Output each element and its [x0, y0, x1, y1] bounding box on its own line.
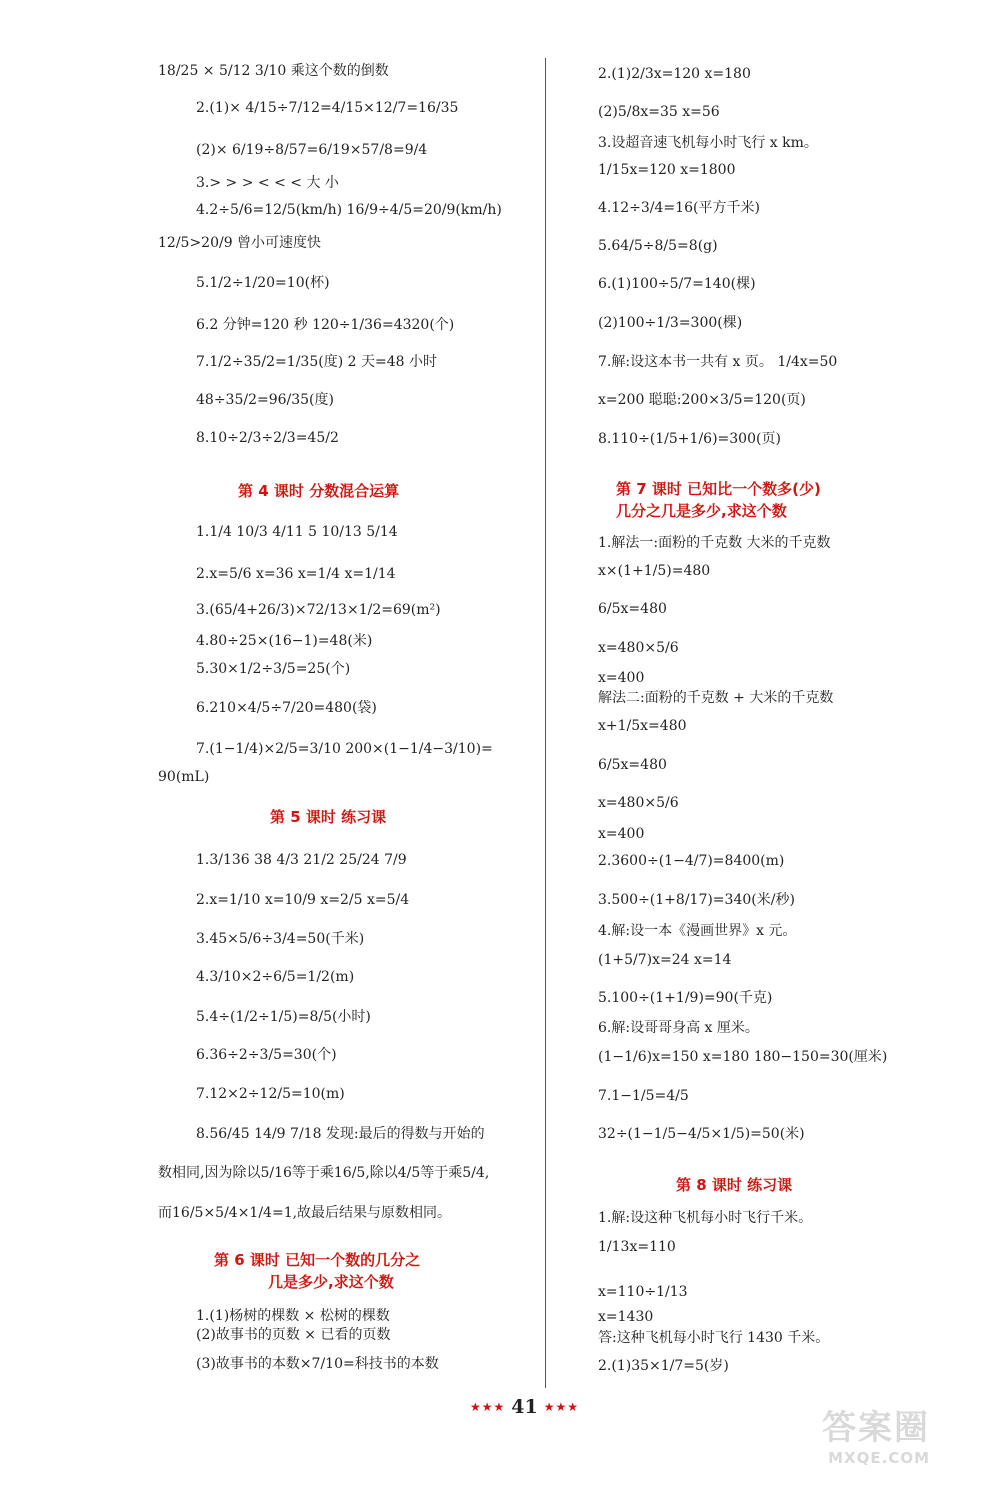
watermark — [822, 1400, 930, 1467]
answer-line: 2.x=1/10 x=10/9 x=2/5 x=5/4 — [196, 892, 410, 908]
answer-line: 7.1−1/5=4/5 — [598, 1088, 689, 1104]
answer-line: 7.1/2÷35/2=1/35(度) 2 天=48 小时 — [196, 354, 437, 370]
watermark-logo-text: 答案圈 — [822, 1408, 930, 1448]
answer-line: 48÷35/2=96/35(度) — [196, 392, 334, 408]
answer-line: 12/5>20/9 曾小可速度快 — [158, 235, 322, 251]
answer-line: 1/15x=120 x=1800 — [598, 162, 736, 178]
page-footer — [470, 1396, 579, 1418]
answer-line: 6/5x=480 — [598, 601, 667, 617]
answer-line: 32÷(1−1/5−4/5×1/5)=50(米) — [598, 1126, 805, 1142]
answer-line: 6.2 分钟=120 秒 120÷1/36=4320(个) — [196, 317, 455, 333]
answer-line: (1+5/7)x=24 x=14 — [598, 952, 732, 968]
section-heading: 第 5 课时 练习课 — [270, 808, 387, 826]
answer-line: 18/25 × 5/12 3/10 乘这个数的倒数 — [158, 63, 389, 79]
answer-line: x=200 聪聪:200×3/5=120(页) — [598, 392, 806, 408]
answer-line: (2)故事书的页数 × 已看的页数 — [196, 1327, 391, 1343]
answer-line: 90(mL) — [158, 769, 210, 785]
star-decoration-icon: ★★★ — [470, 1400, 506, 1414]
answer-line: 5.64/5÷8/5=8(g) — [598, 238, 718, 254]
section-heading: 第 6 课时 已知一个数的几分之 — [214, 1251, 421, 1269]
answer-line: 2.x=5/6 x=36 x=1/4 x=1/14 — [196, 566, 396, 582]
watermark-url: MXQE.COM — [828, 1449, 930, 1467]
answer-line: 1.(1)杨树的棵数 × 松树的棵数 — [196, 1308, 390, 1324]
answer-line: (2)× 6/19÷8/57=6/19×57/8=9/4 — [196, 142, 428, 158]
section-heading: 几是多少,求这个数 — [268, 1273, 394, 1291]
answer-line: 6.36÷2÷3/5=30(个) — [196, 1047, 337, 1063]
answer-line: 数相同,因为除以5/16等于乘16/5,除以4/5等于乘5/4, — [158, 1165, 490, 1181]
answer-line: 1.3/136 38 4/3 21/2 25/24 7/9 — [196, 852, 407, 868]
answer-line: 7.(1−1/4)×2/5=3/10 200×(1−1/4−3/10)= — [196, 741, 493, 757]
answer-line: x×(1+1/5)=480 — [598, 563, 711, 579]
answer-line: 1.1/4 10/3 4/11 5 10/13 5/14 — [196, 524, 398, 540]
answer-line: 5.100÷(1+1/9)=90(千克) — [598, 990, 773, 1006]
answer-line: x=1430 — [598, 1309, 654, 1325]
answer-line: 8.10÷2/3÷2/3=45/2 — [196, 430, 339, 446]
answer-line: x+1/5x=480 — [598, 718, 687, 734]
answer-line: 5.1/2÷1/20=10(杯) — [196, 275, 330, 291]
answer-line: 2.(1)× 4/15÷7/12=4/15×12/7=16/35 — [196, 100, 459, 116]
answer-line: x=480×5/6 — [598, 640, 679, 656]
answer-line: x=400 — [598, 826, 645, 842]
answer-line: 而16/5×5/4×1/4=1,故最后结果与原数相同。 — [158, 1205, 452, 1221]
answer-line: 6.(1)100÷5/7=140(棵) — [598, 276, 756, 292]
answer-line: 6.210×4/5÷7/20=480(袋) — [196, 700, 377, 716]
answer-line: 8.110÷(1/5+1/6)=300(页) — [598, 431, 781, 447]
answer-line: 1.解法一:面粉的千克数 大米的千克数 — [598, 535, 831, 551]
answer-line: 8.56/45 14/9 7/18 发现:最后的得数与开始的 — [196, 1126, 485, 1142]
section-heading: 几分之几是多少,求这个数 — [616, 502, 787, 520]
answer-line: 6.解:设哥哥身高 x 厘米。 — [598, 1020, 759, 1036]
answer-line: 2.(1)35×1/7=5(岁) — [598, 1358, 729, 1374]
answer-line: 2.(1)2/3x=120 x=180 — [598, 66, 751, 82]
answer-line: (1−1/6)x=150 x=180 180−150=30(厘米) — [598, 1049, 888, 1065]
answer-line: x=400 — [598, 670, 645, 686]
answer-line: 3.(65/4+26/3)×72/13×1/2=69(m²) — [196, 602, 441, 618]
section-heading: 第 8 课时 练习课 — [676, 1176, 793, 1194]
answer-line: x=480×5/6 — [598, 795, 679, 811]
answer-line: 3.设超音速飞机每小时飞行 x km。 — [598, 135, 818, 151]
answer-line: 4.2÷5/6=12/5(km/h) 16/9÷4/5=20/9(km/h) — [196, 202, 502, 218]
answer-line: 5.4÷(1/2÷1/5)=8/5(小时) — [196, 1009, 371, 1025]
answer-line: 4.解:设一本《漫画世界》x 元。 — [598, 923, 797, 939]
section-heading: 第 4 课时 分数混合运算 — [238, 482, 400, 500]
answer-line: 解法二:面粉的千克数 + 大米的千克数 — [598, 690, 834, 706]
answer-line: 2.3600÷(1−4/7)=8400(m) — [598, 853, 785, 869]
answer-line: 6/5x=480 — [598, 757, 667, 773]
answer-line: 1.解:设这种飞机每小时飞行千米。 — [598, 1210, 813, 1226]
answer-line: 1/13x=110 — [598, 1239, 676, 1255]
answer-line: 3.500÷(1+8/17)=340(米/秒) — [598, 892, 795, 908]
answer-line: 4.3/10×2÷6/5=1/2(m) — [196, 969, 355, 985]
answer-line: (2)5/8x=35 x=56 — [598, 104, 720, 120]
answer-line: 3.45×5/6÷3/4=50(千米) — [196, 931, 365, 947]
answer-line: 答:这种飞机每小时飞行 1430 千米。 — [598, 1330, 830, 1346]
column-divider — [545, 58, 546, 1388]
answer-line: 5.30×1/2÷3/5=25(个) — [196, 661, 351, 677]
section-heading: 第 7 课时 已知比一个数多(少) — [616, 480, 821, 498]
answer-line: 4.80÷25×(16−1)=48(米) — [196, 633, 373, 649]
answer-line: (2)100÷1/3=300(棵) — [598, 315, 743, 331]
page-number: 41 — [511, 1396, 538, 1418]
answer-line: 7.解:设这本书一共有 x 页。 1/4x=50 — [598, 354, 838, 370]
star-decoration-icon: ★★★ — [543, 1400, 580, 1414]
answer-line: 7.12×2÷12/5=10(m) — [196, 1086, 345, 1102]
answer-line: 4.12÷3/4=16(平方千米) — [598, 200, 760, 216]
answer-line: 3.> > > < < < 大 小 — [196, 175, 339, 191]
answer-line: (3)故事书的本数×7/10=科技书的本数 — [196, 1356, 439, 1372]
answer-line: x=110÷1/13 — [598, 1284, 688, 1300]
